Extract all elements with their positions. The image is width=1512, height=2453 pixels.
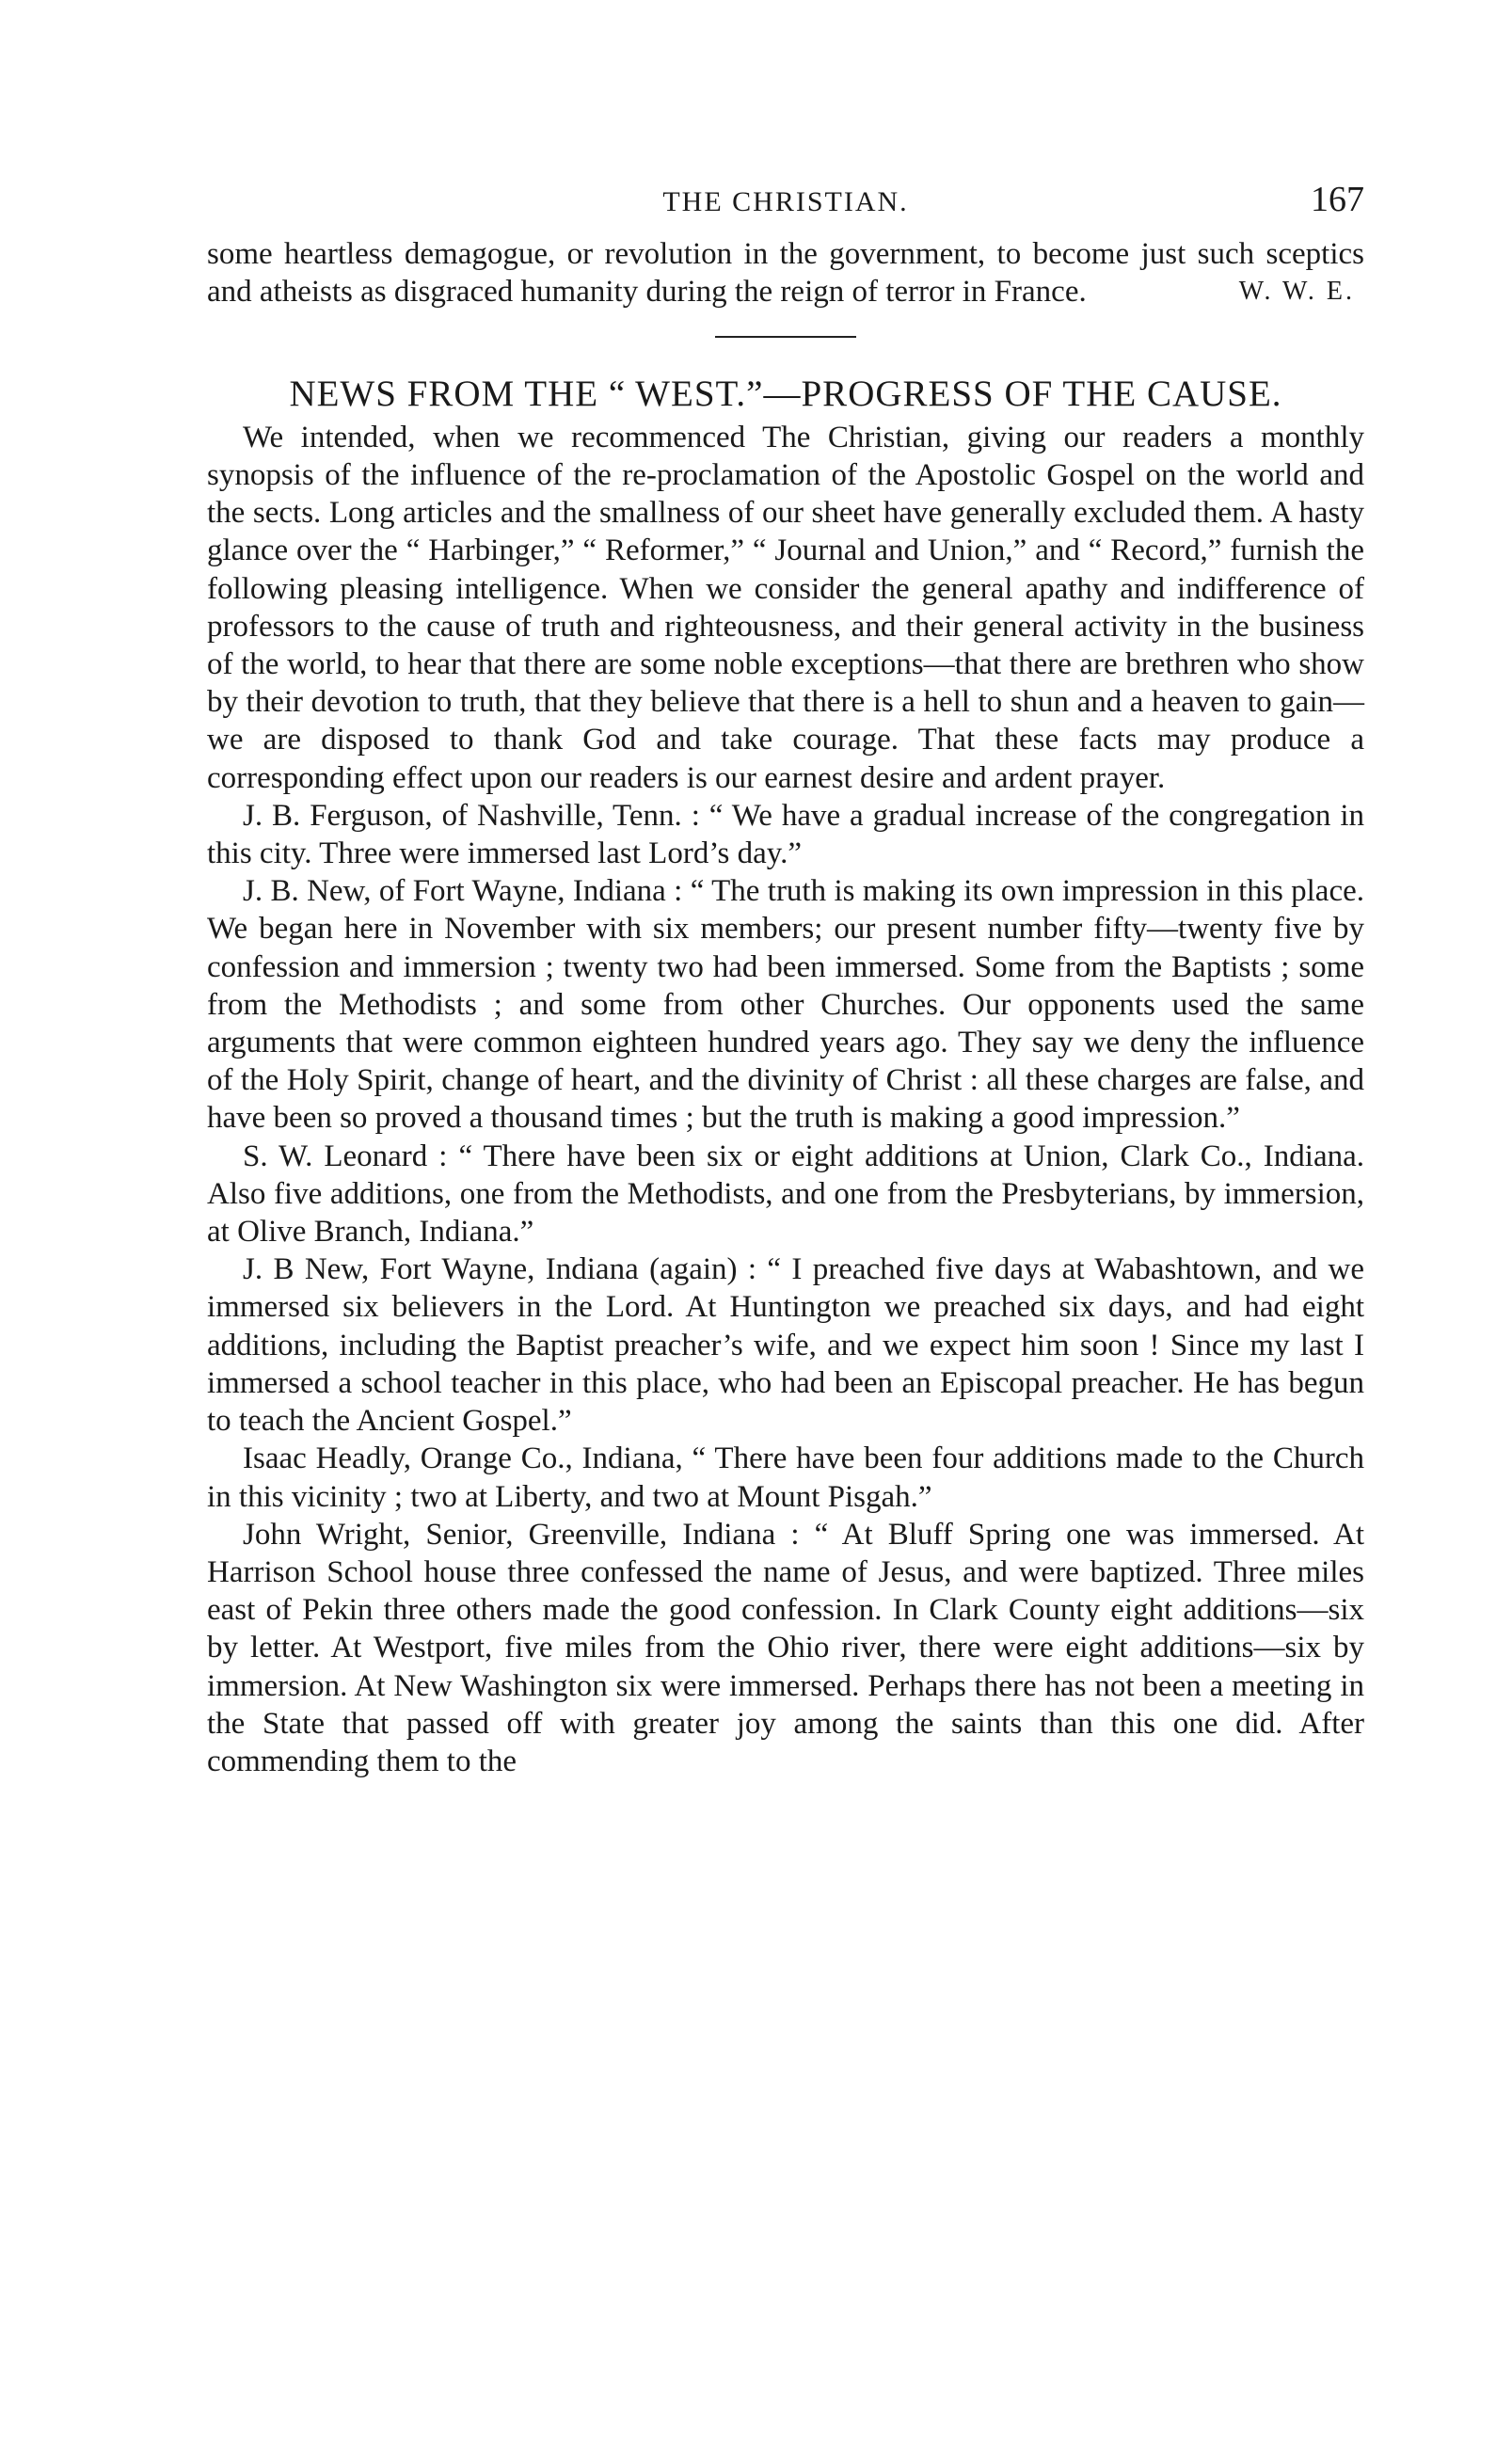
article-paragraph: Isaac Headly, Orange Co., Indiana, “ There have been four additions made to the Church in this vicinity ; two at Liberty, and two at Mount Pisgah.”	[207, 1442, 1364, 1514]
article-paragraph: J. B. Ferguson, of Nashville, Tenn. : “ We have a gradual increase of the congregation in this city. Three were immersed last Lord’s day.”	[207, 798, 1364, 871]
section-divider	[715, 336, 856, 338]
page-body	[207, 235, 1364, 1780]
page-number: 167	[1311, 180, 1364, 219]
book-page	[207, 179, 1364, 1780]
intro-paragraph: some heartless demagogue, or revolution in the government, to become just such sceptics and atheists as disgraced humanity during the reign of terror in France.	[207, 237, 1364, 310]
article-paragraph: We intended, when we recommenced The Christian, giving our readers a monthly synopsis of the influence of the re-proclamation of the Apostolic Gospel on the world and the sects. Long articles and the smallness of our sheet have generally excluded them. A hasty glance over the “ Harbinger,” “ Reformer,” “ Journal and Union,” and “ Record,” furnish the following pleasing intelligence. When we consider the general apathy and indifference of professors to the cause of truth and righteousness, and their general activity in the business of the world, to hear that there are some noble exceptions—that there are brethren who show by their devotion to truth, that they believe that there is a hell to shun and a heaven to gain—we are disposed to thank God and take courage. That these facts may produce a corresponding effect upon our readers is our earnest desire and ardent prayer.	[207, 420, 1364, 795]
running-head	[207, 179, 1364, 235]
article-paragraph: John Wright, Senior, Greenville, Indiana : “ At Bluff Spring one was immersed. At Harrison School house three confessed the name of Jesus, and were baptized. Three miles east of Pekin three others made the good confession. In Clark County eight additions—six by letter. At Westport, five miles from the Ohio river, there were eight additions—six by immersion. At New Washington six were immersed. Perhaps there has not been a meeting in the State that passed off with greater joy among the saints than this one did. After commending them to the	[207, 1517, 1364, 1778]
signature: W. W. E.	[1238, 277, 1355, 307]
article-paragraph: S. W. Leonard : “ There have been six or eight additions at Union, Clark Co., Indiana. Also five additions, one from the Methodists, and one from the Presbyterians, by immersion, at Olive Branch, Indiana.”	[207, 1139, 1364, 1250]
article-title: NEWS FROM THE “ WEST.”—PROGRESS OF THE CAUSE.	[289, 373, 1282, 414]
article-paragraph: J. B. New, of Fort Wayne, Indiana : “ The truth is making its own impression in this place. We began here in November with six members; our present number fifty—twenty five by confession and immersion ; twenty two had been immersed. Some from the Baptists ; some from the Methodists ; and some from other Churches. Our opponents used the same arguments that were common eighteen hundred years ago. They say we deny the influence of the Holy Spirit, change of heart, and the divinity of Christ : all these charges are false, and have been so proved a thousand times ; but the truth is making a good impression.”	[207, 874, 1364, 1136]
running-title: THE CHRISTIAN.	[662, 186, 909, 217]
article-paragraph: J. B New, Fort Wayne, Indiana (again) : “ I preached five days at Wabashtown, and we immersed six believers in the Lord. At Huntington we preached six days, and had eight additions, including the Baptist preacher’s wife, and we expect him soon ! Since my last I immersed a school teacher in this place, who had been an Episcopal preacher. He has begun to teach the Ancient Gospel.”	[207, 1252, 1364, 1439]
